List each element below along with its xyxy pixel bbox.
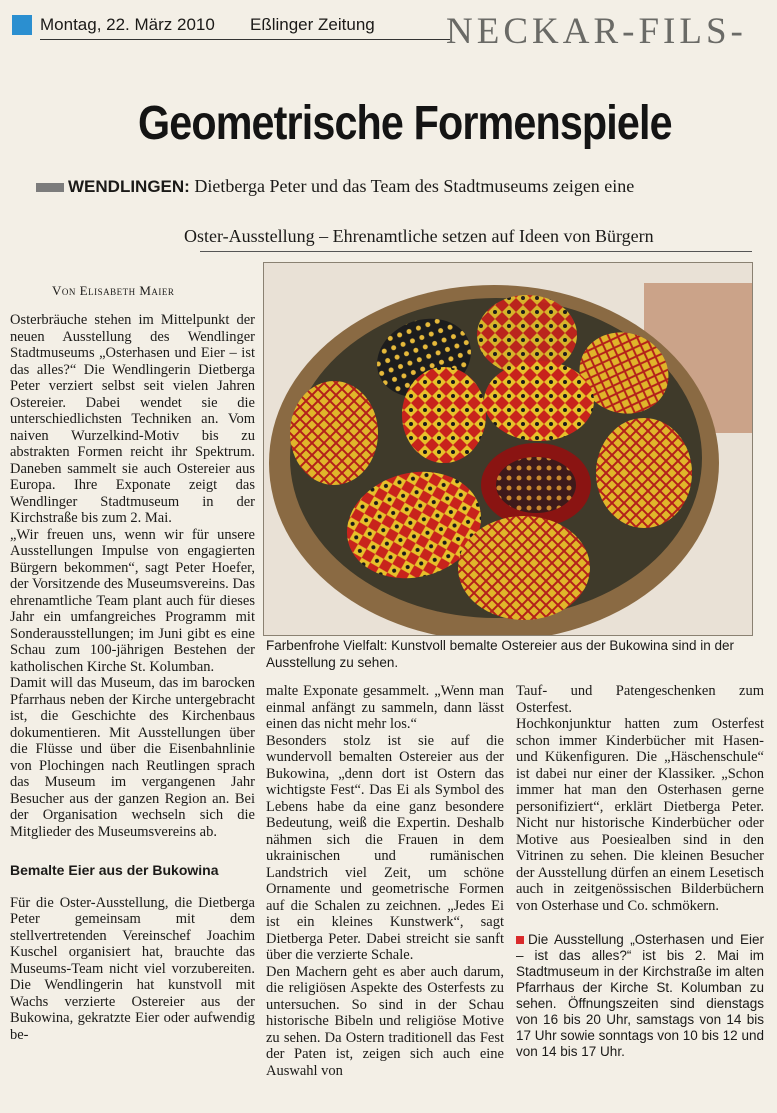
byline: Von Elisabeth Maier bbox=[52, 283, 175, 298]
headline: Geometrische Formenspiele bbox=[138, 97, 672, 150]
subheadline-line-1 bbox=[36, 176, 736, 197]
article-column-3 bbox=[516, 683, 764, 1060]
issue-date: Montag, 22. März 2010 bbox=[40, 15, 215, 34]
paragraph: „Wir freuen uns, wenn wir für unsere Ausstellungen Impulse von engagierten Bürgern bekommen“, sagt Peter Hoefer, der Vorsitzende des Museumsvereins. Das ehrenamtliche Team plant auch für dieses Jahr ein umfangreiches Programm mit Sonderausstellungen; im Juni gibt es eine Schau zum 100-jährigen Bestehen der katholischen Kirche St. Kolumban. bbox=[10, 526, 255, 675]
section-title: NECKAR-FILS- bbox=[446, 11, 747, 52]
easter-eggs-photo bbox=[264, 263, 752, 635]
paragraph: malte Exponate gesammelt. „Wenn man einmal anfängt zu sammeln, dann lässt einen das nicht mehr los.“ bbox=[266, 683, 504, 732]
paragraph: Den Machern geht es aber auch darum, die religiösen Aspekte des Osterfests zu untersuchen. So sind in der Schau historische Bibeln und religiöse Motive zu sehen. Da Ostern traditionell das Fest der Paten ist, zeigen sich auch eine Auswahl von bbox=[266, 963, 504, 1079]
paragraph: Hochkonjunktur hatten zum Osterfest schon immer Kinderbücher mit Hasen- und Kükenfiguren. Die „Häschenschule“ ist dabei nur einer der Klassiker. „Schon immer hat man den Osterhasen gerne personifiziert“, erklärt Dietberga Peter. Nicht nur historische Kinderbücher oder Motive aus Poesiealben sind in den Vitrinen zu sehen. Die kleinen Besucher der Ausstellung dürfen an einem Lesetisch auch in zeitgenössischen Bilderbüchern von Osterhase und Co. schmökern. bbox=[516, 716, 764, 914]
section-marker-icon bbox=[12, 15, 32, 35]
masthead-rule bbox=[40, 39, 450, 40]
subheadline-rule bbox=[200, 251, 752, 252]
paragraph: Besonders stolz ist sie auf die wundervoll bemalten Ostereier aus der Bukowina, „denn dort ist Ostern das wichtigste Fest“. Das Ei als Symbol des Lebens habe da eine ganz besondere Bedeutung, weiß die Expertin. Deshalb nähmen sich die Frauen in dem ukrainischen und rumänischen Landstrich viel Zeit, um schöne Ornamente und geometrische Formen auf die Schalen zu zeichnen. „Jedes Ei ist ein kleines Kunstwerk“, sagt Dietberga Peter. Dabei streicht sie sanft über die verzierte Schale. bbox=[266, 732, 504, 963]
paragraph: Tauf- und Patengeschenken zum Osterfest. bbox=[516, 683, 764, 716]
article-photo bbox=[263, 262, 753, 636]
subheadline-line-2: Oster-Ausstellung – Ehrenamtliche setzen auf Ideen von Bürgern bbox=[184, 226, 654, 246]
photo-caption: Farbenfrohe Vielfalt: Kunstvoll bemalte Ostereier aus der Bukowina sind in der Ausstellung zu sehen. bbox=[266, 638, 734, 670]
paragraph: Osterbräuche stehen im Mittelpunkt der neuen Ausstellung des Wendlinger Stadtmuseums „Osterhasen und Eier – ist das alles?“ Die Wendlingerin Dietberga Peter verziert selbst seit vielen Jahren Ostereier. Dabei wendet sie die unterschiedlichsten Techniken an. Vom naiven Wurzelkind-Motiv bis zu abstrakten Formen reicht ihr Spektrum. Daneben sammelt sie auch Ostereier aus Europa. Ihre Exponate zeigt das Wendlinger Stadtmuseum in der Kirchstraße bis zum 2. Mai. bbox=[10, 312, 255, 526]
info-marker-icon bbox=[516, 936, 524, 944]
exhibition-info-box bbox=[516, 932, 764, 1060]
dateline-place: WENDLINGEN: bbox=[68, 177, 190, 196]
newspaper-name: Eßlinger Zeitung bbox=[250, 15, 375, 34]
paragraph: Damit will das Museum, das im barocken Pfarrhaus neben der Kirche untergebracht ist, die Geschichte des Kirchenbaus dokumentieren. Mit Ausstellungen über die Flüsse und über die Eisenbahnlinie von Plochingen nach Reutlingen sprach das Museum im vergangenen Jahr Besucher aus der ganzen Region an. Bei der Organisation wechseln sich die Mitglieder des Museumsvereins ab. bbox=[10, 675, 255, 840]
paragraph: Für die Oster-Ausstellung, die Dietberga Peter gemeinsam mit dem stellvertretenden Vereinschef Joachim Kuschel organisiert hat, brauchte das Museums-Team nicht viel vorzubereiten. Die Wendlingerin hat kunstvoll mit Wachs verzierte Ostereier aus der Bukowina, gekratzte Eier oder aufwendig be- bbox=[10, 894, 255, 1043]
subheadline-text-1: Dietberga Peter und das Team des Stadtmuseums zeigen eine bbox=[194, 176, 635, 196]
section-subheading: Bemalte Eier aus der Bukowina bbox=[10, 862, 219, 878]
article-column-1 bbox=[10, 312, 255, 1043]
subheadline-bar-icon bbox=[36, 183, 64, 192]
exhibition-info-text: Die Ausstellung „Osterhasen und Eier – ist das alles?“ ist bis 2. Mai im Stadtmuseum in der Kirchstraße im alten Pfarrhaus der Kirche St. Kolumban zu sehen. Öffnungszeiten sind dienstags von 16 bis 20 Uhr, samstags von 14 bis 17 Uhr sowie sonntags von 10 bis 12 und von 14 bis 17 Uhr. bbox=[516, 932, 764, 1059]
article-column-2 bbox=[266, 683, 504, 1079]
masthead bbox=[10, 11, 777, 52]
